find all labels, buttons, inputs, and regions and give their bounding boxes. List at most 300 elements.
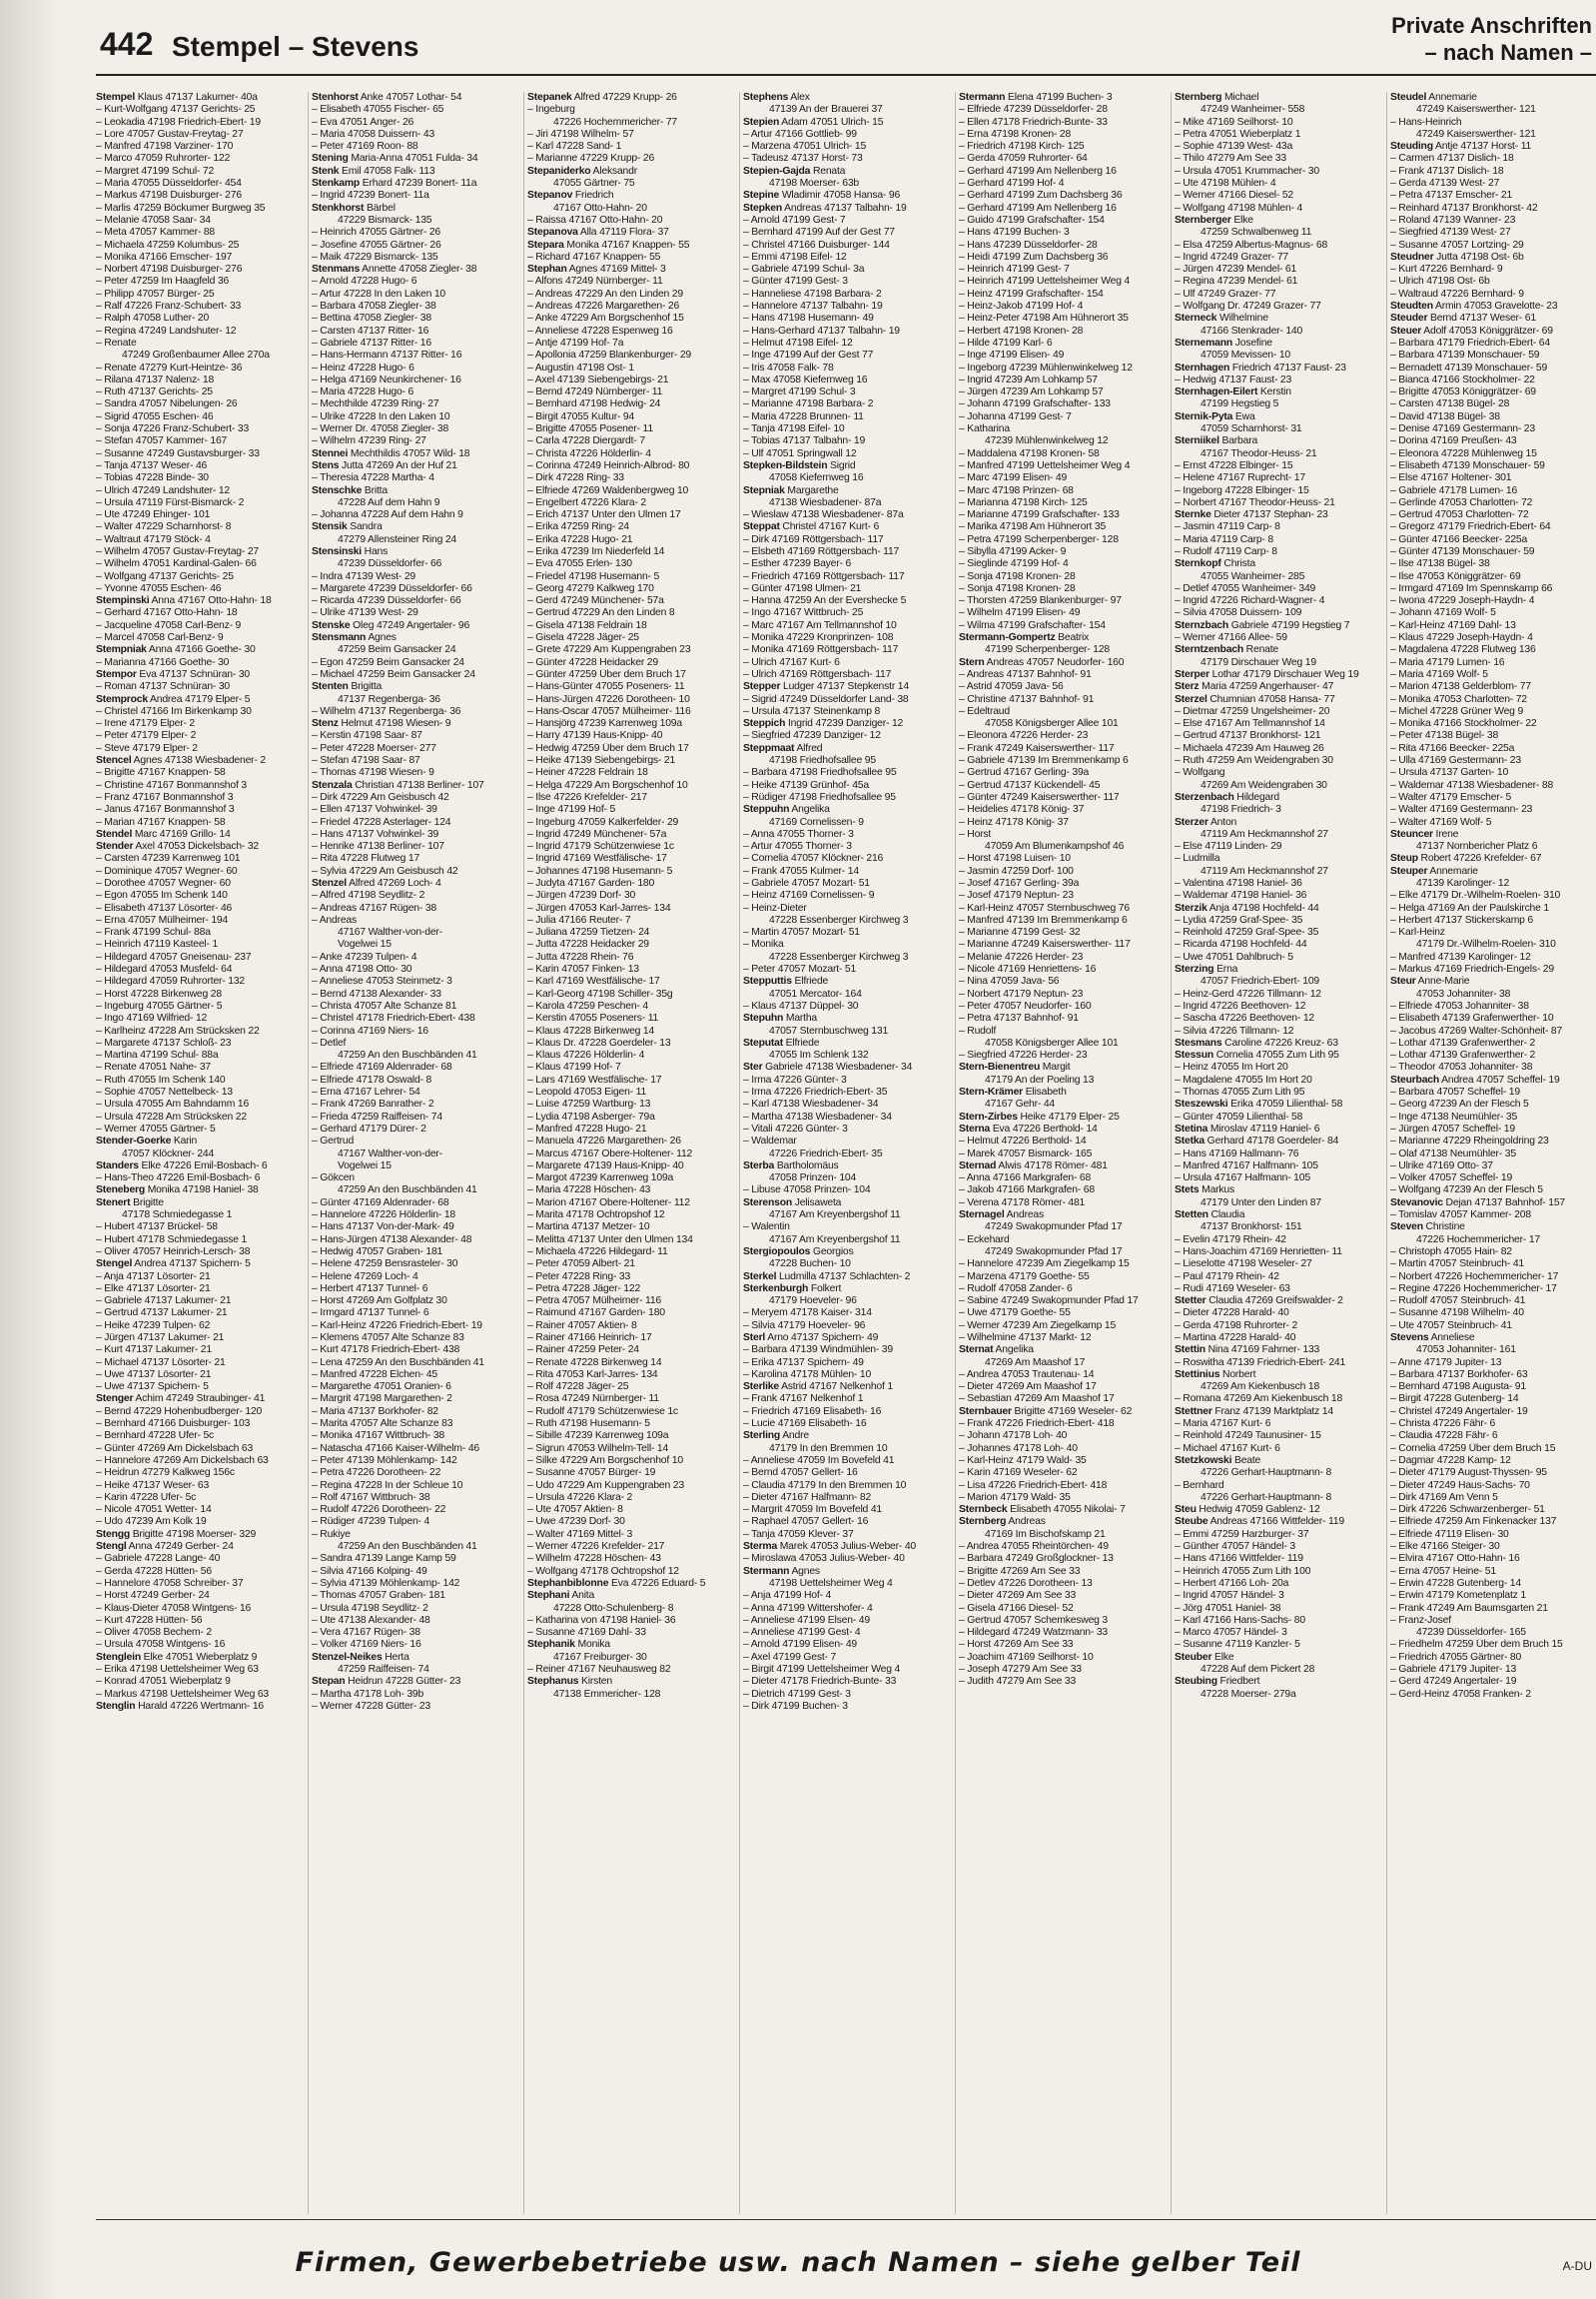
directory-entry: – Kerstin 47198 Saar- 87 (312, 730, 422, 742)
directory-entry: – Hans 47199 Buchen- 3 (959, 227, 1070, 239)
directory-entry: – Helmut 47198 Eifel- 12 (743, 337, 853, 349)
directory-entry: – Heinz-Jakob 47199 Hof- 4 (959, 301, 1084, 313)
directory-entry: – Jiri 47198 Wilhelm- 57 (527, 128, 634, 140)
directory-entry: – Reinhard 47137 Bronkhorst- 42 (1390, 202, 1538, 214)
directory-entry: – Detlev 47226 Dorotheen- 13 (959, 1577, 1093, 1589)
directory-entry: – Maria 47137 Borkhofer- 82 (312, 1405, 438, 1417)
directory-entry: – Hildegard 47053 Musfeld- 64 (96, 964, 233, 976)
directory-entry: 47139 An der Brauerei 37 (769, 104, 883, 116)
directory-entry: – Claudia 47179 In den Bremmen 10 (743, 1479, 907, 1491)
directory-entry: – Tadeusz 47137 Horst- 73 (743, 153, 863, 165)
directory-entry: Stepaniderko Aleksandr (527, 165, 637, 177)
directory-entry: – Karl-Heinz 47179 Wald- 35 (959, 1454, 1087, 1466)
directory-column-1 (96, 92, 302, 2214)
directory-entry: – Rainer 47259 Peter- 24 (527, 1344, 639, 1356)
directory-entry: – Michael 47167 Kurt- 6 (1175, 1442, 1280, 1454)
directory-entry: – Hans-Hermann 47137 Ritter- 16 (312, 350, 462, 362)
directory-entry: – Marzena 47051 Ulrich- 15 (743, 141, 867, 153)
directory-entry: – Dieter 47228 Harald- 40 (1175, 1307, 1289, 1319)
directory-entry: – Gisela 47138 Feldrain 18 (527, 619, 647, 631)
directory-entry: Sterper Lothar 47179 Dirschauer Weg 19 (1175, 668, 1359, 680)
directory-entry: – Andreas 47167 Rügen- 38 (312, 902, 436, 914)
directory-entry: Steszewski Erika 47059 Lilienthal- 58 (1175, 1099, 1343, 1111)
directory-entry: Stempor Eva 47137 Schnüran- 30 (96, 668, 250, 680)
directory-entry: – Ralph 47058 Luther- 20 (96, 313, 210, 325)
directory-entry: Sterneck Wilhelmine (1175, 313, 1268, 325)
directory-entry: – Kurt 47178 Friedrich-Ebert- 438 (312, 1344, 460, 1356)
directory-entry: Sterz Maria 47259 Angerhauser- 47 (1175, 681, 1334, 693)
directory-entry: – Hans 47137 Von-der-Mark- 49 (312, 1221, 454, 1233)
directory-entry: Sterenson Jelisaweta (743, 1196, 842, 1208)
directory-entry: 47269 Am Weidengraben 30 (1200, 779, 1327, 791)
directory-entry: Steneberg Monika 47198 Haniel- 38 (96, 1184, 259, 1196)
directory-entry: Stermann Agnes (743, 1565, 820, 1577)
directory-entry: – Markus 47169 Friedrich-Engels- 29 (1390, 964, 1554, 976)
directory-entry: – Renate (96, 337, 137, 349)
directory-entry: – Silvia 47179 Hoeveler- 96 (743, 1319, 866, 1331)
directory-entry: – Ingeburg 47059 Kalkerfelder- 29 (527, 816, 679, 828)
directory-entry: – Martina 47199 Schul- 88a (96, 1050, 219, 1062)
directory-entry: – Elisabeth 47139 Monschauer- 59 (1390, 459, 1545, 471)
directory-entry: Steup Robert 47226 Krefelder- 67 (1390, 853, 1542, 865)
directory-entry: – Michel 47228 Grüner Weg 9 (1390, 705, 1524, 717)
directory-entry: – Monika 47229 Kronprinzen- 108 (743, 632, 894, 644)
directory-entry: – Dirk 47169 Röttgersbach- 117 (743, 533, 884, 545)
directory-entry: Stephan Agnes 47169 Mittel- 3 (527, 264, 666, 276)
directory-entry: – Theodor 47053 Johanniter- 38 (1390, 1062, 1533, 1074)
directory-entry: – Rudolf 47226 Dorotheen- 22 (312, 1504, 446, 1516)
directory-entry: – Andreas (312, 914, 357, 926)
directory-entry: – Barbara 47198 Friedhofsallee 95 (743, 767, 897, 779)
directory-entry: – Gregorz 47179 Friedrich-Ebert- 64 (1390, 521, 1551, 533)
directory-entry: – Rita 47228 Flutweg 17 (312, 853, 420, 865)
directory-entry: Sternbeck Elisabeth 47055 Nikolai- 7 (959, 1504, 1126, 1516)
directory-entry: Stenz Helmut 47198 Wiesen- 9 (312, 718, 451, 730)
directory-entry: – Werner 47166 Diesel- 52 (1175, 190, 1293, 202)
directory-entry: 47239 Mühlenwinkelweg 12 (985, 435, 1109, 447)
directory-entry: – Marion 47167 Obere-Holtener- 112 (527, 1196, 690, 1208)
directory-entry: – Sophie 47139 West- 43a (1175, 141, 1293, 153)
directory-entry: – Heike 47137 Weser- 63 (96, 1479, 210, 1491)
directory-entry: – Natascha 47166 Kaiser-Wilhelm- 46 (312, 1442, 479, 1454)
directory-entry: – Ursula 47226 Klara- 2 (527, 1491, 633, 1503)
directory-entry: – Kurt 47228 Hütten- 56 (96, 1614, 203, 1626)
page-header (0, 0, 1596, 80)
directory-entry: – Manfred 47228 Hugo- 21 (527, 1123, 647, 1135)
directory-entry: – Udo 47239 Am Kolk 19 (96, 1516, 207, 1528)
directory-entry: – Gerlinde 47053 Charlotten- 72 (1390, 496, 1533, 508)
directory-entry: – Elfriede 47259 Am Finkenacker 137 (1390, 1516, 1557, 1528)
directory-entry: – Herbert 47166 Loh- 20a (1175, 1577, 1289, 1589)
directory-entry: 47179 Dirschauer Weg 19 (1200, 656, 1316, 668)
directory-entry: – Ruth 47137 Gerichts- 25 (96, 386, 213, 398)
directory-entry: – Anke 47239 Tulpen- 4 (312, 951, 417, 963)
directory-entry: – Tanja 47198 Eifel- 10 (743, 423, 845, 435)
directory-entry: – Peter 47228 Moerser- 277 (312, 742, 436, 754)
section-title-line-1: Private Anschriften (1391, 13, 1592, 38)
directory-entry: 47259 An den Buschbänden 41 (338, 1050, 477, 1062)
directory-column-6 (1175, 92, 1380, 2214)
directory-entry: – Tobias 47137 Talbahn- 19 (743, 435, 866, 447)
directory-entry: – Eckehard (959, 1233, 1010, 1245)
directory-entry: – Roman 47137 Schnüran- 30 (96, 681, 231, 693)
directory-entry: – Wieslaw 47138 Wiesbadener- 87a (743, 509, 904, 521)
directory-entry: – Werner 47055 Gärtner- 5 (96, 1123, 216, 1135)
directory-entry: – Horst (959, 828, 992, 840)
directory-entry: – Klaus Dr. 47228 Goerdeler- 13 (527, 1037, 671, 1049)
directory-entry: – Waldemar (743, 1136, 797, 1148)
directory-entry: Stenschke Britta (312, 484, 388, 496)
directory-entry: – Sigrid 47249 Düsseldorfer Land- 38 (743, 693, 909, 705)
directory-entry: – Ruth 47055 Im Schenk 140 (96, 1074, 226, 1086)
directory-entry: – Gabriele 47139 Im Bremmenkamp 6 (959, 755, 1129, 767)
directory-entry: – Elfriede 47053 Johanniter- 38 (1390, 1000, 1529, 1012)
directory-entry: – Else 47167 Holtener- 301 (1390, 472, 1512, 484)
directory-entry: – Vera 47167 Rügen- 38 (312, 1627, 420, 1639)
directory-entry: 47228 Buchen- 10 (769, 1258, 851, 1270)
directory-entry: – Irene 47179 Elper- 2 (96, 718, 195, 730)
directory-entry: 47199 Hegstieg 5 (1200, 398, 1279, 410)
directory-entry: – Axel 47139 Siebengebirgs- 21 (527, 374, 669, 385)
column-divider (1171, 92, 1172, 2214)
directory-entry: Stepine Wladimir 47058 Hansa- 96 (743, 190, 901, 202)
directory-entry: – David 47138 Bügel- 38 (1390, 410, 1500, 422)
directory-entry: – Thilo 47279 Am See 33 (1175, 153, 1286, 165)
directory-entry: – Elfriede 47269 Waldenbergweg 10 (527, 484, 689, 496)
directory-entry: – Günter 47139 Monschauer- 59 (1390, 545, 1535, 557)
directory-entry: – Günter 47059 Lilienthal- 58 (1175, 1111, 1303, 1123)
directory-entry: – Maria 47058 Duissern- 43 (312, 128, 435, 140)
directory-entry: – Regina 47228 In der Schleue 10 (312, 1479, 463, 1491)
directory-entry: – Maria 47228 Hugo- 6 (312, 386, 414, 398)
directory-entry: Stephani Anita (527, 1590, 595, 1602)
directory-entry: 47249 Swakopmunder Pfad 17 (985, 1245, 1123, 1257)
directory-entry: – Herbert 47137 Stickerskamp 6 (1390, 914, 1534, 926)
directory-entry: – Marian 47167 Knappen- 58 (96, 816, 226, 828)
directory-entry: – Siegfried 47139 West- 27 (1390, 227, 1511, 239)
directory-entry: – Johann 47169 Wolf- 5 (1390, 607, 1496, 619)
directory-entry: – Manfred 47199 Uettelsheimer Weg 4 (959, 459, 1131, 471)
directory-entry: – Klaus 47229 Joseph-Haydn- 4 (1390, 632, 1533, 644)
directory-entry: Steudel Annemarie (1390, 92, 1477, 103)
directory-entry: – Else 47119 Linden- 29 (1175, 841, 1282, 853)
directory-entry: – Kurt 47226 Bernhard- 9 (1390, 264, 1503, 276)
directory-entry: Stetten Claudia (1175, 1209, 1245, 1221)
directory-entry: – Birgit 47199 Uettelsheimer Weg 4 (743, 1664, 901, 1675)
directory-entry: – Frank 47269 Banrather- 2 (312, 1099, 434, 1111)
directory-entry: – Friedrich 47169 Röttgersbach- 117 (743, 570, 905, 582)
directory-entry: – Elfriede 47169 Aldenrader- 68 (312, 1062, 452, 1074)
directory-entry: – Erika 47198 Uettelsheimer Weg 63 (96, 1664, 259, 1675)
directory-entry: – Grete 47229 Am Kuppengraben 23 (527, 644, 691, 656)
directory-entry: – Lothar 47139 Grafenwerther- 2 (1390, 1037, 1536, 1049)
directory-entry: – Bernhard 47198 Hedwig- 24 (527, 398, 661, 410)
directory-entry: Stettner Franz 47139 Marktplatz 14 (1175, 1405, 1333, 1417)
directory-entry: 47249 Kaiserswerther- 121 (1416, 128, 1536, 140)
directory-entry: – Rukiye (312, 1528, 351, 1540)
directory-entry: – Günter 47228 Heidacker 29 (527, 656, 658, 668)
directory-entry: – Ursula 47228 Am Strücksken 22 (96, 1111, 247, 1123)
directory-entry: – Hans-Jürgen 47138 Alexander- 48 (312, 1233, 472, 1245)
directory-entry: – Monika (743, 939, 784, 951)
directory-entry: – Eva 47055 Erlen- 130 (527, 558, 632, 570)
directory-entry: – Heidi 47199 Zum Dachsberg 36 (959, 251, 1109, 263)
directory-entry: – Gertrud 47167 Gerling- 39a (959, 767, 1090, 779)
directory-entry: 47198 Friedhofsallee 95 (769, 755, 876, 767)
directory-entry: 47119 Am Heckmannshof 27 (1200, 865, 1328, 877)
directory-entry: – Gerhard 47199 Zum Dachsberg 36 (959, 190, 1123, 202)
directory-entry: – Margrit 47198 Margarethen- 2 (312, 1393, 452, 1405)
directory-entry: – Miroslawa 47053 Julius-Weber- 40 (743, 1553, 905, 1565)
directory-entry: – Petra 47057 Mülheimer- 116 (527, 1295, 661, 1307)
directory-entry: – Margret 47199 Schul- 3 (743, 386, 856, 398)
directory-entry: – Eleonora 47228 Mühlenweg 15 (1390, 447, 1537, 459)
directory-entry: – Heinz-Dieter (743, 902, 807, 914)
directory-entry: – Cornelia 47057 Klöckner- 216 (743, 853, 884, 865)
directory-entry: – Ingo 47167 Wittbruch- 25 (743, 607, 864, 619)
directory-entry: – Gabriele 47179 Jupiter- 13 (1390, 1664, 1517, 1675)
directory-entry: – Barbara 47057 Scheffel- 19 (1390, 1087, 1520, 1099)
directory-entry: Sternkopf Christa (1175, 558, 1255, 570)
directory-entry: Stern-Zirbes Heike 47179 Elper- 25 (959, 1111, 1120, 1123)
directory-entry: Sternik-Pyta Ewa (1175, 410, 1255, 422)
directory-entry: – Leokadia 47198 Friedrich-Ebert- 19 (96, 116, 261, 128)
directory-entry: Sterzel Chumnian 47058 Hansa- 77 (1175, 693, 1335, 705)
directory-entry: 47198 Uettelsheimer Weg 4 (769, 1577, 893, 1589)
directory-column-7 (1390, 92, 1594, 2214)
directory-entry: Stennei Mechthildis 47057 Wild- 18 (312, 447, 470, 459)
directory-entry: – Silvia 47166 Kolping- 49 (312, 1565, 427, 1577)
directory-entry: Stepputtis Elfriede (743, 976, 829, 988)
directory-entry: – Johann 47178 Loh- 40 (959, 1430, 1068, 1442)
directory-entry: – Gertrud 47137 Kückendell- 45 (959, 779, 1101, 791)
directory-entry: – Ursula 47137 Garten- 10 (1390, 767, 1509, 779)
directory-entry: – Waltraut 47179 Stöck- 4 (96, 533, 211, 545)
directory-entry: – Maria 47119 Carp- 8 (1175, 533, 1273, 545)
directory-entry: Sternad Alwis 47178 Römer- 481 (959, 1159, 1108, 1171)
directory-entry: – Richard 47167 Knappen- 55 (527, 251, 661, 263)
directory-entry: Stening Maria-Anna 47051 Fulda- 34 (312, 153, 478, 165)
directory-entry: Sterl Arno 47137 Spichern- 49 (743, 1331, 879, 1343)
directory-entry: Stenkhorst Bärbel (312, 202, 396, 214)
directory-entry: – Anja 47199 Hof- 4 (743, 1590, 832, 1602)
directory-entry: – Wolfgang (1175, 767, 1225, 779)
directory-entry: – Horst 47198 Luisen- 10 (959, 853, 1071, 865)
directory-entry: – Nicole 47051 Wetter- 14 (96, 1504, 212, 1516)
directory-entry: – Günter 47259 Über dem Bruch 17 (527, 668, 686, 680)
column-divider (523, 92, 524, 2214)
directory-entry: – Anneliese 47199 Gest- 4 (743, 1627, 861, 1639)
directory-entry: 47119 Am Heckmannshof 27 (1200, 828, 1328, 840)
directory-entry: – Ursula 47051 Krummacher- 30 (1175, 165, 1319, 177)
directory-entry: – Jacqueline 47058 Carl-Benz- 9 (96, 619, 242, 631)
directory-entry: – Kurt 47137 Lakumer- 21 (96, 1344, 212, 1356)
directory-entry: – Hans 47239 Düsseldorfer- 28 (959, 239, 1098, 251)
directory-entry: – Hannelore 47226 Hölderlin- 18 (312, 1209, 455, 1221)
directory-entry: – Uwe 47137 Lösorter- 21 (96, 1368, 212, 1380)
directory-entry: – Gertrud (312, 1136, 355, 1148)
directory-entry: – Anna 47166 Markgrafen- 68 (959, 1172, 1092, 1184)
directory-entry: – Magdalene 47055 Im Hort 20 (1175, 1074, 1312, 1086)
directory-entry: – Gerhard 47167 Otto-Hahn- 18 (96, 607, 238, 619)
directory-entry: Stepien Adam 47051 Ulrich- 15 (743, 116, 884, 128)
directory-entry: – Arnold 47199 Elisen- 49 (743, 1639, 857, 1651)
directory-entry: – Indra 47139 West- 29 (312, 570, 416, 582)
directory-entry: – Inge 47199 Auf der Gest 77 (743, 350, 874, 362)
directory-entry: – Friedrich 47169 Elisabeth- 16 (743, 1405, 882, 1417)
directory-entry: – Andrea 47055 Rheintörchen- 49 (959, 1541, 1109, 1553)
directory-entry: – Marco 47059 Ruhrorter- 122 (96, 153, 231, 165)
directory-entry: – Frank 47167 Nelkenhof 1 (743, 1393, 864, 1405)
directory-entry: – Stefan 47057 Kammer- 167 (96, 435, 228, 447)
directory-entry: 47226 Hochemmericher- 17 (1416, 1233, 1540, 1245)
directory-entry: – Corinna 47169 Niers- 16 (312, 1025, 428, 1037)
directory-entry: – Esther 47239 Bayer- 6 (743, 558, 852, 570)
directory-entry: Stephanbiblonne Eva 47226 Eduard- 5 (527, 1577, 706, 1589)
directory-entry: – Erika 47259 Ring- 24 (527, 521, 629, 533)
directory-entry: – Günter 47169 Aldenrader- 68 (312, 1196, 449, 1208)
directory-entry: – Ulla 47169 Gestermann- 23 (1390, 755, 1521, 767)
directory-entry: – Bernd 47249 Nürnberger- 11 (527, 386, 663, 398)
directory-entry: – Andreas 47226 Margarethen- 26 (527, 301, 680, 313)
directory-entry: – Dietmar 47259 Ungelsheimer- 20 (1175, 705, 1330, 717)
directory-entry: – Emmi 47198 Eifel- 12 (743, 251, 847, 263)
directory-entry: – Dagmar 47228 Kamp- 12 (1390, 1454, 1511, 1466)
directory-entry: – Karl 47169 Westfälische- 17 (527, 976, 660, 988)
directory-entry: – Lydia 47259 Graf-Spee- 35 (1175, 914, 1303, 926)
page-number: 442 (100, 26, 154, 62)
directory-entry: – Helmut 47226 Berthold- 14 (959, 1136, 1087, 1148)
directory-entry: 47137 Regenberga- 36 (338, 693, 440, 705)
directory-entry: 47178 Schmiedegasse 1 (122, 1209, 233, 1221)
directory-entry: Steuber Elke (1175, 1651, 1234, 1663)
directory-entry: – Walter 47229 Scharnhorst- 8 (96, 521, 232, 533)
directory-entry: Steuper Annemarie (1390, 865, 1478, 877)
directory-entry: – Karl 47228 Sand- 1 (527, 141, 622, 153)
directory-entry: – Melitta 47137 Unter den Ulmen 134 (527, 1233, 693, 1245)
directory-entry: – Rudolf 47058 Zander- 6 (959, 1282, 1073, 1294)
directory-entry: – Martha 47138 Wiesbadener- 34 (743, 1111, 892, 1123)
directory-entry: – Lore 47057 Gustav-Freytag- 27 (96, 128, 244, 140)
directory-entry: 47137 Bronkhorst- 151 (1200, 1221, 1302, 1233)
directory-entry: – Helga 47169 An der Paulskirche 1 (1390, 902, 1549, 914)
directory-entry: – Erna 47198 Kronen- 28 (959, 128, 1072, 140)
directory-entry: – Friedel 47198 Husemann- 5 (527, 570, 660, 582)
directory-entry: – Elsa 47259 Albertus-Magnus- 68 (1175, 239, 1328, 251)
directory-entry: – Elsbeth 47169 Röttgersbach- 117 (743, 545, 900, 557)
directory-entry: 47053 Johanniter- 38 (1416, 988, 1511, 1000)
directory-entry: – Claudia 47228 Fähr- 6 (1390, 1430, 1498, 1442)
directory-entry: Stendel Marc 47169 Grillo- 14 (96, 828, 231, 840)
directory-entry: Steppich Ingrid 47239 Danziger- 12 (743, 718, 904, 730)
directory-entry: – Monika 47053 Charlotten- 72 (1390, 693, 1527, 705)
directory-entry: Stencel Agnes 47138 Wiesbadener- 2 (96, 755, 266, 767)
directory-entry: – Ulrike 47228 In den Laken 10 (312, 410, 450, 422)
directory-entry: – Klaus 47226 Hölderlin- 4 (527, 1050, 645, 1062)
directory-entry: – Margarethe 47051 Oranien- 6 (312, 1381, 451, 1393)
directory-entry: – Volker 47057 Scheffel- 19 (1390, 1172, 1513, 1184)
directory-entry: – Melanie 47058 Saar- 34 (96, 214, 211, 226)
directory-entry: Stettin Nina 47169 Fahrner- 133 (1175, 1344, 1320, 1356)
directory-entry: – Sonja 47198 Kronen- 28 (959, 582, 1076, 594)
directory-column-2 (312, 92, 517, 2214)
directory-entry: – Sigrid 47055 Eschen- 46 (96, 410, 214, 422)
directory-entry: – Norbert 47167 Theodor-Heuss- 21 (1175, 496, 1335, 508)
directory-entry: – Heinrich 47055 Gärtner- 26 (312, 227, 440, 239)
directory-entry: – Manfred 47228 Elchen- 45 (312, 1368, 437, 1380)
directory-entry: – Nina 47059 Java- 56 (959, 976, 1060, 988)
footer-code: A-DU (1562, 2259, 1592, 2273)
directory-entry: 47228 Essenberger Kirchweg 3 (769, 914, 909, 926)
directory-entry: – Rüdiger 47198 Friedhofsallee 95 (743, 791, 896, 803)
directory-entry: Steuder Bernd 47137 Weser- 61 (1390, 313, 1536, 325)
directory-entry: 47169 Im Bischofskamp 21 (985, 1528, 1106, 1540)
directory-entry: – Hedwig 47137 Faust- 23 (1175, 374, 1292, 385)
directory-entry: – Franz 47167 Bonmannshof 3 (96, 791, 234, 803)
directory-entry: – Susanne 47119 Kanzler- 5 (1175, 1639, 1300, 1651)
directory-entry: – Sylvia 47229 Am Geisbusch 42 (312, 865, 458, 877)
directory-entry: – Iwona 47229 Joseph-Haydn- 4 (1390, 595, 1535, 607)
directory-entry: Sterntzenbach Renate (1175, 644, 1278, 656)
directory-entry: – Irma 47226 Friedrich-Ebert- 35 (743, 1087, 888, 1099)
directory-entry: – Susanne 47057 Bürger- 19 (527, 1467, 656, 1479)
directory-entry: – Yvonne 47055 Eschen- 46 (96, 582, 222, 594)
directory-entry: – Bettina 47058 Ziegler- 38 (312, 313, 431, 325)
directory-entry: – Frank 47055 Kulmer- 14 (743, 865, 859, 877)
directory-entry: – Hans 47137 Vohwinkel- 39 (312, 828, 439, 840)
directory-columns (96, 92, 1594, 2214)
directory-entry: – Peter 47139 Möhlenkamp- 142 (312, 1454, 457, 1466)
directory-entry: – Andrea 47053 Trautenau- 14 (959, 1368, 1095, 1380)
directory-entry: 47138 Wiesbadener- 87a (769, 496, 882, 508)
directory-entry: – Ingrid 47249 Münchener- 57a (527, 828, 667, 840)
directory-entry: – Heinz-Peter 47198 Am Hühnerort 35 (959, 313, 1129, 325)
directory-entry: Sternhagen Friedrich 47137 Faust- 23 (1175, 362, 1346, 374)
directory-entry: – Lucie 47169 Elisabeth- 16 (743, 1418, 867, 1430)
directory-entry: – Engelbert 47226 Klara- 2 (527, 496, 646, 508)
directory-entry: – Rilana 47137 Nalenz- 18 (96, 374, 215, 385)
directory-entry: – Valentina 47198 Haniel- 36 (1175, 878, 1302, 889)
directory-entry: – Melanie 47226 Herder- 23 (959, 951, 1084, 963)
directory-entry: – Janus 47167 Bonmannshof 3 (96, 804, 235, 816)
directory-entry: – Ute 47198 Mühlen- 4 (1175, 178, 1276, 190)
directory-entry: 47179 An der Poeling 13 (985, 1074, 1095, 1086)
directory-entry: – Christa 47226 Fähr- 6 (1390, 1418, 1496, 1430)
directory-entry: 47228 Essenberger Kirchweg 3 (769, 951, 909, 963)
directory-entry: – Margret 47199 Schul- 72 (96, 165, 215, 177)
directory-entry: Sternke Dieter 47137 Stephan- 23 (1175, 509, 1328, 521)
directory-entry: – Ilse 47226 Krefelder- 217 (527, 791, 647, 803)
directory-entry: Sterzenbach Hildegard (1175, 791, 1279, 803)
directory-entry: – Renate 47279 Kurt-Heintze- 36 (96, 362, 243, 374)
directory-entry: – Marc 47167 Am Tellmannshof 10 (743, 619, 897, 631)
directory-entry: – Rainer 47166 Heinrich- 17 (527, 1331, 652, 1343)
directory-entry: – Petra 47228 Jäger- 122 (527, 1282, 641, 1294)
directory-entry: – Carmen 47137 Dislich- 18 (1390, 153, 1514, 165)
directory-entry: – Werner 47239 Am Ziegelkamp 15 (959, 1319, 1117, 1331)
directory-entry: Ster Gabriele 47138 Wiesbadener- 34 (743, 1062, 913, 1074)
directory-entry: Steudten Armin 47053 Gravelotte- 23 (1390, 301, 1558, 313)
directory-entry: Stevanovic Dejan 47137 Bahnhof- 157 (1390, 1196, 1565, 1208)
directory-entry: 47058 Königsberger Allee 101 (985, 1037, 1119, 1049)
directory-entry: – Barbara 47249 Großglockner- 13 (959, 1553, 1114, 1565)
directory-entry: – Dieter 47269 Am See 33 (959, 1590, 1077, 1602)
directory-entry: – Dietrich 47199 Gest- 3 (743, 1688, 851, 1700)
directory-entry: – Jürgen 47239 Dorf- 30 (527, 890, 636, 902)
directory-entry: – Margrit 47059 Im Bovefeld 41 (743, 1504, 882, 1516)
directory-entry: – Heiner 47228 Feldrain 18 (527, 767, 648, 779)
directory-entry: – Ingrid 47239 Bonert- 11a (312, 190, 429, 202)
